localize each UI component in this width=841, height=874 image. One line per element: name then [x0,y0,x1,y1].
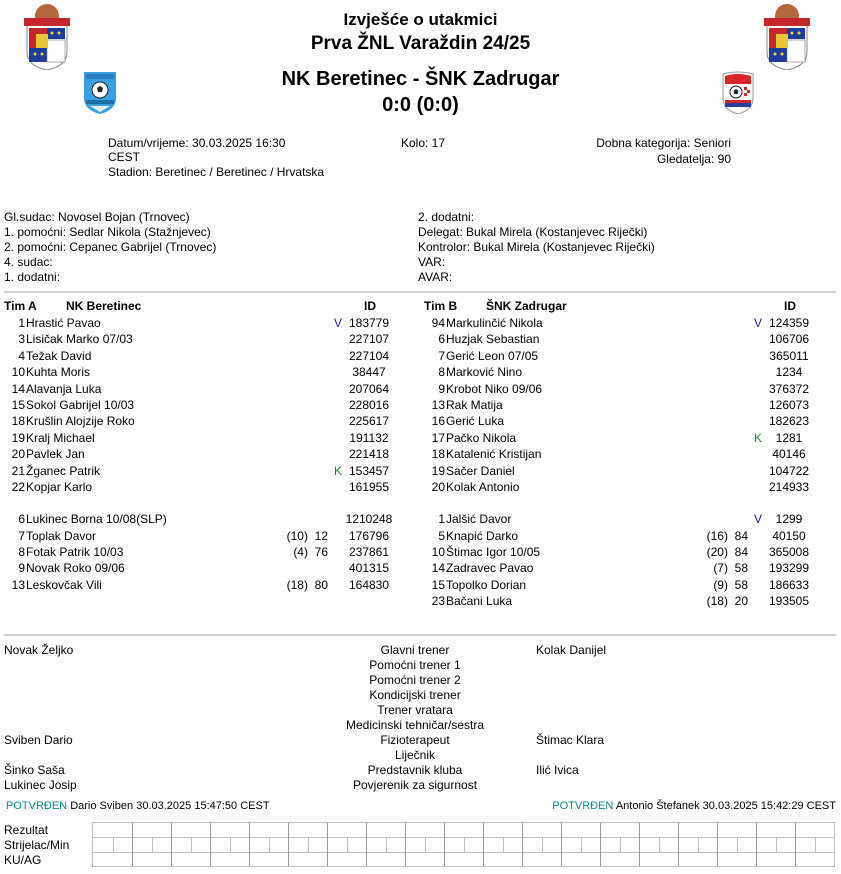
id-column-header: ID [364,299,376,313]
official-fourth: 4. sudac: [4,255,53,269]
staff-role-label: Kondicijski trener [369,688,461,702]
player-id: 126073 [768,397,810,412]
player-number: 13 [11,577,25,592]
player-number: 9 [18,561,25,576]
player-number: 6 [438,332,445,347]
player-id: 227104 [348,348,390,363]
team-a-header [0,299,412,315]
player-row [420,528,832,544]
match-timezone: CEST [108,150,141,164]
player-name: Zadravec Pavao [446,561,534,576]
player-id: 182623 [768,414,810,429]
player-number: 10 [431,545,445,560]
player-id: 40146 [772,447,806,462]
player-id: 124359 [768,316,810,330]
player-id: 153457 [348,463,390,478]
player-number: 18 [431,447,445,462]
player-number: 13 [431,397,445,412]
player-number: 94 [431,316,445,330]
team-b-staff-member: Štimac Klara [536,733,605,747]
player-number: 14 [431,561,445,576]
player-row [0,577,412,593]
staff-role-label: Liječnik [394,748,436,762]
official-additional-1: 1. dodatni: [4,270,61,284]
official-delegate: Delegat: Bukal Mirela (Kostanjevec Riječki) [418,225,648,239]
player-name: Lisičak Marko 07/03 [26,332,133,347]
player-name: Pavlek Jan [26,447,85,462]
substitution-info: (10) 12 [286,528,328,543]
substitution-info: (16) 84 [706,528,748,543]
grid-label-cards: KU/AG [4,853,42,867]
player-row [0,397,412,413]
player-role-flag: V [753,316,762,330]
official-additional-2: 2. dodatni: [418,210,475,224]
player-name: Kuhta Moris [26,365,91,380]
player-row [0,413,412,429]
result-grid [92,822,835,867]
spectators: Gledatelja: 90 [656,152,731,166]
player-role-flag: V [333,316,342,330]
official-avar: AVAR: [418,270,453,284]
team-a-roster [0,299,412,593]
player-number: 15 [431,577,445,592]
player-row [420,364,832,380]
player-name: Katalenić Kristijan [446,447,542,462]
player-id: 193299 [768,561,810,576]
team-b-header [420,299,832,315]
player-role-flag: K [753,430,762,445]
player-id: 1299 [775,512,803,527]
separator [4,291,836,293]
player-id: 106706 [768,332,810,347]
player-id: 376372 [768,381,810,396]
player-name: Krušlin Alojzije Roko [26,414,135,429]
player-name: Gerić Leon 07/05 [446,348,539,363]
player-number: 20 [11,447,25,462]
staff-role-label: Medicinski tehničar/sestra [345,718,485,732]
player-row [420,331,832,347]
player-name: Kolak Antonio [446,479,520,494]
player-row [420,511,832,527]
player-id: 401315 [348,561,390,576]
player-id: 365008 [768,545,810,560]
player-row [420,413,832,429]
official-controller: Kontrolor: Bukal Mirela (Kostanjevec Riječki) [418,240,655,254]
player-id: 164830 [348,577,390,592]
player-row [0,331,412,347]
confirmed-by: Dario Sviben 30.03.2025 15:47:50 CEST [70,800,270,812]
staff-role-label: Fizioterapeut [380,733,450,747]
player-id: 225617 [348,414,390,429]
player-name: Fotak Patrik 10/03 [26,545,124,560]
player-row [420,348,832,364]
confirmed-status: POTVRĐEN [6,800,68,812]
player-id: 176796 [348,528,390,543]
player-id: 221418 [348,447,390,462]
player-row [420,479,832,495]
grid-label-scorer: Strijelac/Min [4,838,70,852]
player-name: Marković Nino [446,365,523,380]
player-name: Štimac Igor 10/05 [446,545,541,560]
player-number: 8 [438,365,445,380]
player-id: 38447 [352,365,386,380]
player-name: Markulinčić Nikola [446,316,543,330]
substitution-info: (7) 58 [713,561,748,576]
player-number: 20 [431,479,445,494]
staff-role-label: Glavni trener [380,643,450,657]
player-row [420,430,832,446]
player-id: 227107 [348,332,390,347]
player-row [0,446,412,462]
player-number: 19 [11,430,25,445]
player-row [0,463,412,479]
player-row [420,560,832,576]
official-assistant-1: 1. pomoćni: Sedlar Nikola (Stažnjevec) [4,225,211,239]
player-name: Topolko Dorian [446,577,527,592]
match-datetime: Datum/vrijeme: 30.03.2025 16:30 [108,136,286,150]
player-name: Žganec Patrik [26,463,101,478]
player-row [420,544,832,560]
confirmed-by: Antonio Štefanek 30.03.2025 15:42:29 CEST [615,800,836,812]
substitution-info: (18) 20 [706,594,748,609]
player-name: Bačani Luka [446,594,513,609]
player-name: Kralj Michael [26,430,95,445]
player-number: 5 [438,528,445,543]
match-stadium: Stadion: Beretinec / Beretinec / Hrvatska [108,165,325,179]
player-id: 183779 [348,316,390,330]
team-b-staff-member: Ilić Ivica [536,763,579,777]
player-number: 4 [18,348,25,363]
player-name: Sokol Gabrijel 10/03 [26,397,135,412]
grid-label-result: Rezultat [4,823,49,837]
player-id: 365011 [769,348,809,363]
player-number: 9 [438,381,445,396]
staff-role-label: Trener vratara [377,703,453,717]
player-number: 7 [18,528,25,543]
player-row [420,315,832,331]
player-row [0,315,412,331]
player-number: 16 [431,414,445,429]
age-category: Dobna kategorija: Seniori [596,136,731,150]
league-title: Prva ŽNL Varaždin 24/25 [310,33,531,54]
player-id: 1210248 [345,512,393,527]
player-name: Toplak Davor [26,528,97,543]
player-id: 1281 [775,430,803,445]
confirmed-status: POTVRĐEN [552,800,614,812]
player-name: Jalšić Davor [446,512,512,527]
player-number: 10 [11,365,25,380]
match-score: 0:0 (0:0) [382,94,459,116]
player-row [420,463,832,479]
player-role-flag: V [753,512,762,527]
player-row [0,430,412,446]
player-name: Lukinec Borna 10/08(SLP) [26,512,167,527]
player-number: 7 [438,348,445,363]
player-id: 193505 [768,594,810,609]
staff-role-label: Pomoćni trener 2 [369,673,461,687]
player-row [420,593,832,609]
player-number: 6 [18,512,25,527]
player-number: 18 [11,414,25,429]
team-b-name: ŠNK Zadrugar [486,299,567,313]
player-row [420,381,832,397]
staff-role-label: Povjerenik za sigurnost [352,778,478,792]
player-id: 104722 [768,463,810,478]
player-row [0,381,412,397]
official-var: VAR: [418,255,446,269]
player-name: Novak Roko 09/06 [26,561,125,576]
official-assistant-2: 2. pomoćni: Cepanec Gabrijel (Trnovec) [4,240,217,254]
official-main-referee: Gl.sudac: Novosel Bojan (Trnovec) [4,210,190,224]
player-name: Huzjak Sebastian [446,332,540,347]
player-number: 22 [11,479,25,494]
player-row [0,479,412,495]
player-name: Rak Matija [446,397,503,412]
player-name: Sačer Daniel [446,463,515,478]
player-number: 23 [431,594,445,609]
player-number: 8 [18,545,25,560]
player-number: 1 [18,316,25,330]
match-title: NK Beretinec - ŠNK Zadrugar [281,68,560,90]
team-a-staff-member: Sviben Dario [4,733,73,747]
player-row [420,577,832,593]
team-a-confirmation [6,799,270,814]
player-row [420,446,832,462]
player-number: 3 [18,332,25,347]
player-number: 1 [438,512,445,527]
player-id: 228016 [348,397,390,412]
player-number: 15 [11,397,25,412]
report-title: Izvješće o utakmici [343,10,498,29]
substitution-info: (4) 76 [293,545,328,560]
player-id: 186633 [768,577,810,592]
team-b-staff-member: Kolak Danijel [536,643,607,657]
player-number: 14 [11,381,25,396]
player-row [0,560,412,576]
staff-role-label: Pomoćni trener 1 [369,658,461,672]
player-name: Krobot Niko 09/06 [446,381,543,396]
player-number: 19 [431,463,445,478]
player-number: 17 [431,430,445,445]
player-name: Kopjar Karlo [26,479,93,494]
id-column-header: ID [784,299,796,313]
player-row [0,348,412,364]
player-id: 237861 [348,545,390,560]
staff-role-label: Predstavnik kluba [367,763,463,777]
player-row [0,528,412,544]
player-name: Leskovčak Vili [26,577,102,592]
player-row [0,544,412,560]
substitution-info: (20) 84 [706,545,748,560]
player-id: 40150 [772,528,806,543]
player-id: 214933 [768,479,810,494]
team-a-name: NK Beretinec [66,299,142,313]
team-a-staff-member: Novak Željko [4,643,74,657]
player-name: Pačko Nikola [446,430,517,445]
player-role-flag: K [333,463,342,478]
substitution-info: (18) 80 [286,577,328,592]
player-id: 1234 [775,365,803,380]
player-row [0,364,412,380]
player-id: 191132 [349,430,389,445]
team-a-label: Tim A [4,299,37,313]
separator [4,634,836,636]
player-name: Hrastić Pavao [26,316,101,330]
player-name: Gerić Luka [446,414,505,429]
team-b-confirmation [552,799,836,814]
player-number: 21 [11,463,25,478]
player-name: Težak David [26,348,92,363]
team-a-staff-member: Šinko Saša [4,763,65,777]
match-round: Kolo: 17 [401,136,446,150]
player-row [420,397,832,413]
substitution-info: (9) 58 [713,577,748,592]
team-b-label: Tim B [424,299,458,313]
player-id: 207064 [348,381,390,396]
player-name: Alavanja Luka [26,381,102,396]
team-b-roster [420,299,832,610]
team-a-staff-member: Lukinec Josip [4,778,77,792]
player-id: 161955 [348,479,390,494]
player-name: Knapić Darko [446,528,519,543]
player-row [0,511,412,527]
